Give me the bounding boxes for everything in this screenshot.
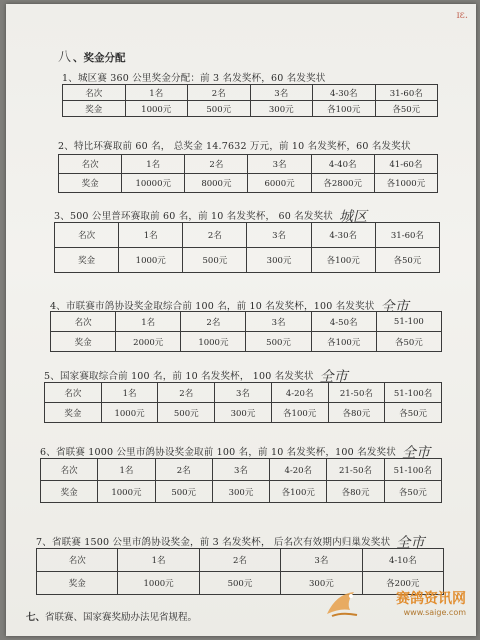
prize-cell: 各100元 [311, 332, 376, 352]
rank-cell: 名次 [63, 85, 126, 101]
prize-cell: 奖金 [63, 101, 126, 117]
prize-cell: 各80元 [328, 403, 385, 423]
rank-cell: 3名 [246, 312, 311, 332]
prize-cell: 各80元 [327, 481, 384, 503]
rank-cell: 41-60名 [374, 155, 437, 174]
rank-cell: 1名 [98, 459, 155, 481]
rank-cell: 3名 [212, 459, 269, 481]
prize-cell: 500元 [158, 403, 215, 423]
prize-cell: 300元 [215, 403, 272, 423]
prize-row [63, 101, 438, 117]
prize-cell: 各100元 [313, 101, 376, 117]
rank-cell: 4-10名 [362, 549, 443, 572]
handwritten-note: 全市 [401, 445, 431, 461]
prize-cell: 各50元 [375, 101, 438, 117]
rank-cell: 名次 [55, 223, 119, 248]
rank-cell: 1名 [101, 383, 158, 403]
prize-cell: 2000元 [116, 332, 181, 352]
document-page [6, 4, 476, 636]
prize-cell: 1000元 [101, 403, 158, 423]
watermark-url: www.saige.com [403, 608, 466, 617]
rank-cell: 2名 [199, 549, 280, 572]
prize-cell: 1000元 [119, 248, 183, 273]
rank-cell: 1名 [119, 223, 183, 248]
prize-cell: 各1000元 [374, 174, 437, 193]
rank-cell: 2名 [183, 223, 247, 248]
rank-cell: 名次 [45, 383, 102, 403]
section-title-text: 4、市联赛市鸽协设奖金取综合前 100 名，前 10 名发奖杯，100 名发奖状 [50, 301, 375, 312]
watermark [316, 586, 466, 626]
rank-cell: 4-40名 [311, 155, 374, 174]
prize-cell: 300元 [281, 572, 362, 595]
rank-cell: 名次 [59, 155, 122, 174]
section-title-text: 7、省联赛 1500 公里市鸽协设奖金，前 3 名发奖杯， 后名次有效期内归巢发奖状 [36, 537, 391, 548]
heading-text: 、奖金分配 [73, 52, 126, 64]
prize-table-6 [40, 458, 442, 503]
rank-cell: 21-50名 [327, 459, 384, 481]
prize-cell: 各200元 [362, 572, 443, 595]
prize-cell: 500元 [246, 332, 311, 352]
handwritten-note: 全市 [380, 299, 409, 315]
prize-cell: 各2800元 [311, 174, 374, 193]
prize-cell: 各50元 [384, 481, 441, 503]
section-title-1 [62, 70, 326, 84]
section-title-text: 6、省联赛 1000 公里市鸽协设奖金取前 100 名，前 10 名发奖杯，100 名发奖状 [40, 447, 396, 458]
rank-cell: 1名 [122, 155, 185, 174]
rank-cell: 51-100名 [384, 459, 441, 481]
rank-row [37, 549, 444, 572]
rank-cell: 31-60名 [375, 85, 438, 101]
rank-cell: 4-50名 [311, 312, 376, 332]
prize-cell: 各100元 [271, 403, 328, 423]
prize-row [55, 248, 440, 273]
rank-cell: 3名 [248, 155, 311, 174]
rank-cell: 2名 [188, 85, 251, 101]
prize-cell: 奖金 [55, 248, 119, 273]
watermark-name: 赛鸽资讯网 [396, 591, 466, 607]
rank-row [55, 223, 440, 248]
prize-row [45, 403, 442, 423]
rank-cell: 2名 [185, 155, 248, 174]
section-title-text: 1、城区赛 360 公里奖金分配：前 3 名发奖杯，60 名发奖状 [62, 73, 326, 84]
rank-cell: 3名 [281, 549, 362, 572]
prize-table-2 [58, 154, 438, 193]
rank-cell: 1名 [125, 85, 188, 101]
rank-cell: 3名 [215, 383, 272, 403]
rank-cell: 名次 [37, 549, 118, 572]
prize-cell: 奖金 [45, 403, 102, 423]
section-title-text: 2、特比环赛取前 60 名， 总奖金 14.7632 万元，前 10 名发奖杯，60 名发奖状 [58, 141, 411, 152]
rank-cell: 2名 [158, 383, 215, 403]
rank-cell: 4-30名 [311, 223, 375, 248]
rank-cell: 1名 [116, 312, 181, 332]
prize-table-4 [50, 311, 442, 352]
prize-cell: 500元 [199, 572, 280, 595]
rank-row [59, 155, 438, 174]
rank-cell: 4-20名 [270, 459, 327, 481]
prize-row [59, 174, 438, 193]
prize-cell: 8000元 [185, 174, 248, 193]
prize-cell: 1000元 [118, 572, 199, 595]
pigeon-logo-icon [324, 588, 360, 620]
prize-cell: 1000元 [125, 101, 188, 117]
handwritten-note: 城区 [338, 209, 368, 225]
prize-cell: 500元 [183, 248, 247, 273]
handwritten-note: 全市 [396, 535, 425, 551]
rank-cell: 31-60名 [375, 223, 439, 248]
section-heading [58, 46, 126, 65]
prize-cell: 1000元 [181, 332, 246, 352]
rank-cell: 3名 [247, 223, 311, 248]
prize-cell: 500元 [188, 101, 251, 117]
handwritten-note: 全市 [319, 369, 348, 385]
prize-cell: 300元 [250, 101, 313, 117]
section-title-2 [58, 138, 411, 152]
rank-cell: 1名 [118, 549, 199, 572]
rank-row [51, 312, 442, 332]
prize-cell: 奖金 [51, 332, 116, 352]
prize-cell: 10000元 [122, 174, 185, 193]
rank-cell: 2名 [155, 459, 212, 481]
rank-cell: 4-30名 [313, 85, 376, 101]
footer-mark: 七、 [26, 612, 46, 623]
rank-cell: 51-100名 [385, 383, 442, 403]
prize-cell: 1000元 [98, 481, 155, 503]
rank-cell: 名次 [51, 312, 116, 332]
rank-cell: 4-20名 [271, 383, 328, 403]
prize-table-3 [54, 222, 440, 273]
footer-text: 省联赛、国家赛奖励办法见省规程。 [45, 612, 198, 623]
prize-table-1 [62, 84, 438, 117]
prize-cell: 各100元 [270, 481, 327, 503]
prize-cell: 300元 [247, 248, 311, 273]
prize-cell: 各50元 [376, 332, 441, 352]
section-title-text: 3、500 公里普环赛取前 60 名，前 10 名发奖杯， 60 名发奖状 [54, 211, 333, 222]
prize-cell: 300元 [212, 481, 269, 503]
rank-cell: 21-50名 [328, 383, 385, 403]
rank-row [41, 459, 442, 481]
rank-row [63, 85, 438, 101]
rank-cell: 51-100 [376, 312, 441, 332]
prize-cell: 各50元 [385, 403, 442, 423]
rank-cell: 2名 [181, 312, 246, 332]
section-title-text: 5、国家赛取综合前 100 名，前 10 名发奖杯， 100 名发奖状 [44, 371, 314, 382]
rank-row [45, 383, 442, 403]
rank-cell: 3名 [250, 85, 313, 101]
prize-cell: 500元 [155, 481, 212, 503]
prize-row [51, 332, 442, 352]
heading-number: 八 [58, 50, 72, 65]
prize-cell: 奖金 [41, 481, 98, 503]
prize-table-5 [44, 382, 442, 423]
rank-cell: 名次 [41, 459, 98, 481]
prize-cell: 奖金 [37, 572, 118, 595]
corner-mark: ɪɛ. [456, 10, 468, 21]
prize-cell: 各50元 [375, 248, 439, 273]
prize-cell: 奖金 [59, 174, 122, 193]
footer-note [26, 609, 197, 623]
prize-row [41, 481, 442, 503]
prize-cell: 各100元 [311, 248, 375, 273]
prize-cell: 6000元 [248, 174, 311, 193]
